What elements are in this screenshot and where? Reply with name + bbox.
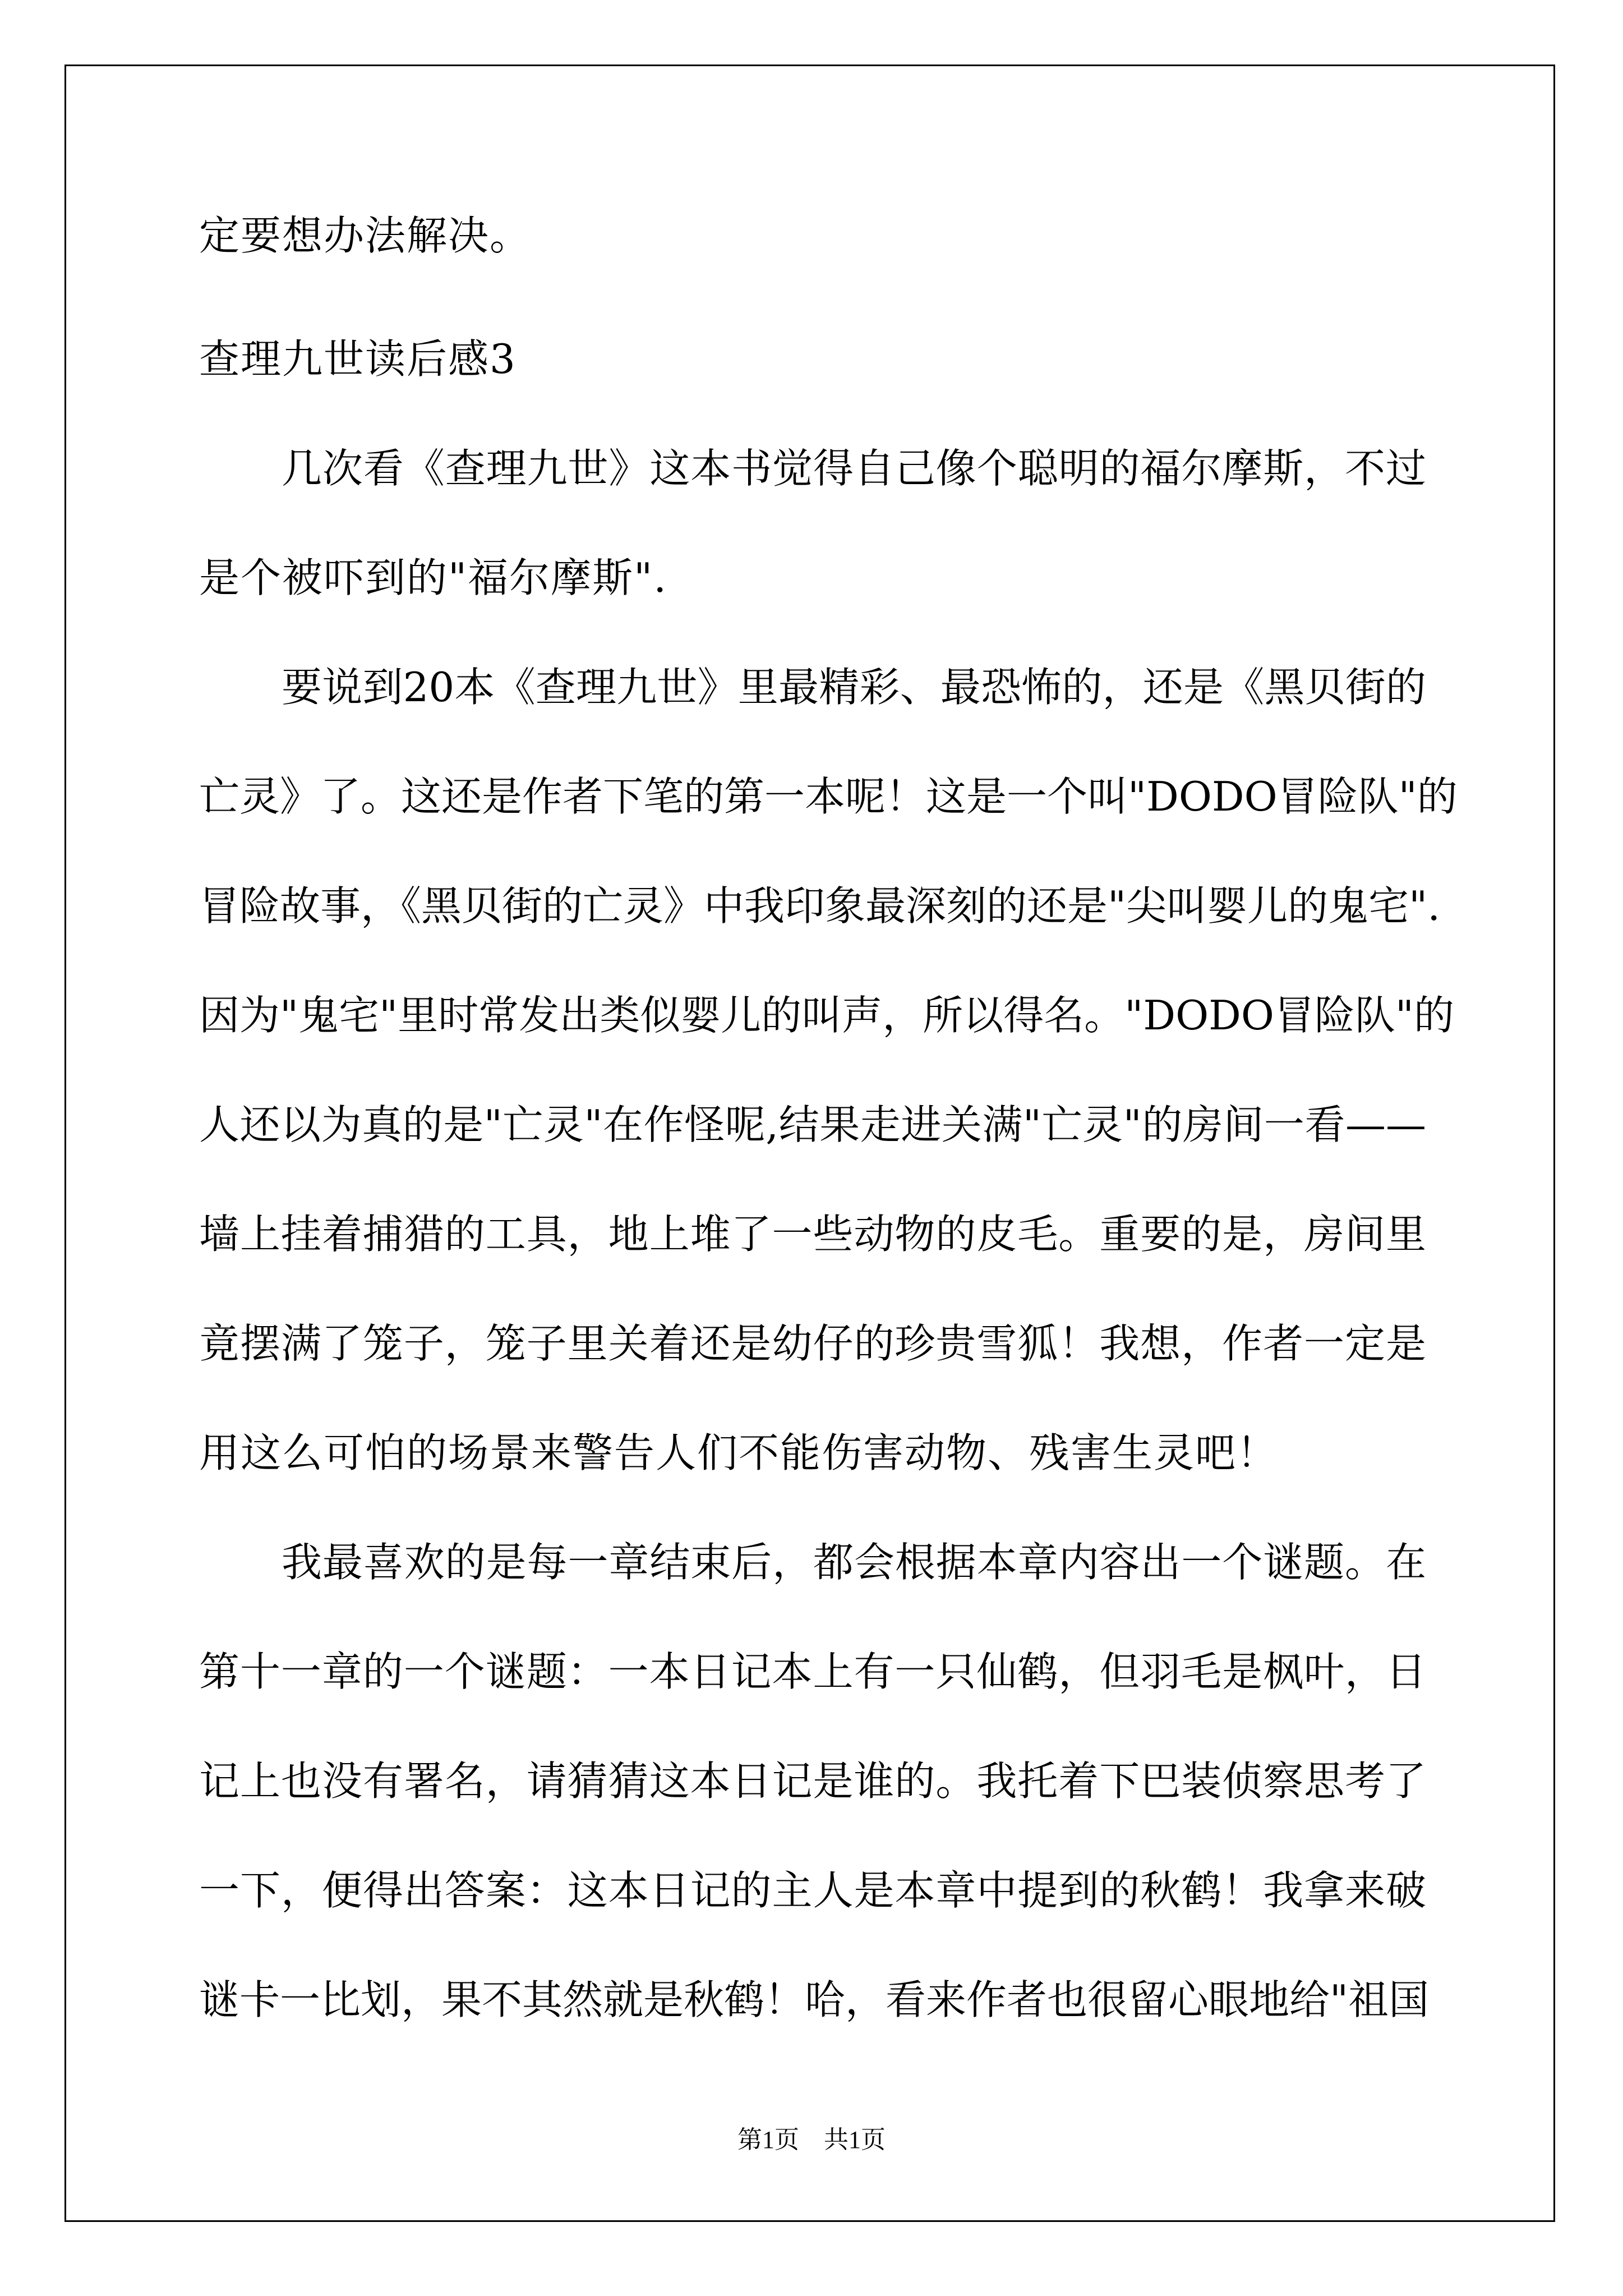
text-line: 记上也没有署名，请猜猜这本日记是谁的。我托着下巴装侦察思考了 bbox=[199, 1757, 1426, 1805]
text-line: 因为"鬼宅"里时常发出类似婴儿的叫声，所以得名。"DODO冒险队"的 bbox=[199, 992, 1454, 1039]
text-line: 一下，便得出答案：这本日记的主人是本章中提到的秋鹤！我拿来破 bbox=[199, 1867, 1426, 1914]
text-line: 亡灵》了。这还是作者下笔的第一本呢！这是一个叫"DODO冒险队"的 bbox=[199, 773, 1458, 820]
text-line: 墙上挂着捕猎的工具，地上堆了一些动物的皮毛。重要的是，房间里 bbox=[199, 1211, 1426, 1258]
text-line: 要说到20本《查理九世》里最精彩、最恐怖的，还是《黑贝街的 bbox=[282, 664, 1426, 711]
text-line: 竟摆满了笼子，笼子里关着还是幼仔的珍贵雪狐！我想，作者一定是 bbox=[199, 1320, 1426, 1367]
text-line: 几次看《查理九世》这本书觉得自己像个聪明的福尔摩斯，不过 bbox=[282, 445, 1426, 492]
text-line: 用这么可怕的场景来警告人们不能伤害动物、残害生灵吧！ bbox=[199, 1429, 1279, 1476]
text-line: 人还以为真的是"亡灵"在作怪呢,结果走进关满"亡灵"的房间一看—— bbox=[199, 1101, 1426, 1148]
page-number-footer: 第1页 共1页 bbox=[737, 2126, 886, 2154]
text-line: 第十一章的一个谜题：一本日记本上有一只仙鹤，但羽毛是枫叶，日 bbox=[199, 1648, 1426, 1695]
text-line: 我最喜欢的是每一章结束后，都会根据本章内容出一个谜题。在 bbox=[282, 1539, 1426, 1586]
text-line: 是个被吓到的"福尔摩斯". bbox=[199, 554, 668, 601]
section-heading: 查理九世读后感3 bbox=[199, 335, 517, 383]
text-line: 谜卡一比划，果不其然就是秋鹤！哈，看来作者也很留心眼地给"祖国 bbox=[199, 1976, 1430, 2023]
text-line: 定要想办法解决。 bbox=[199, 212, 532, 259]
text-line: 冒险故事，《黑贝街的亡灵》中我印象最深刻的还是"尖叫婴儿的鬼宅". bbox=[199, 882, 1441, 930]
